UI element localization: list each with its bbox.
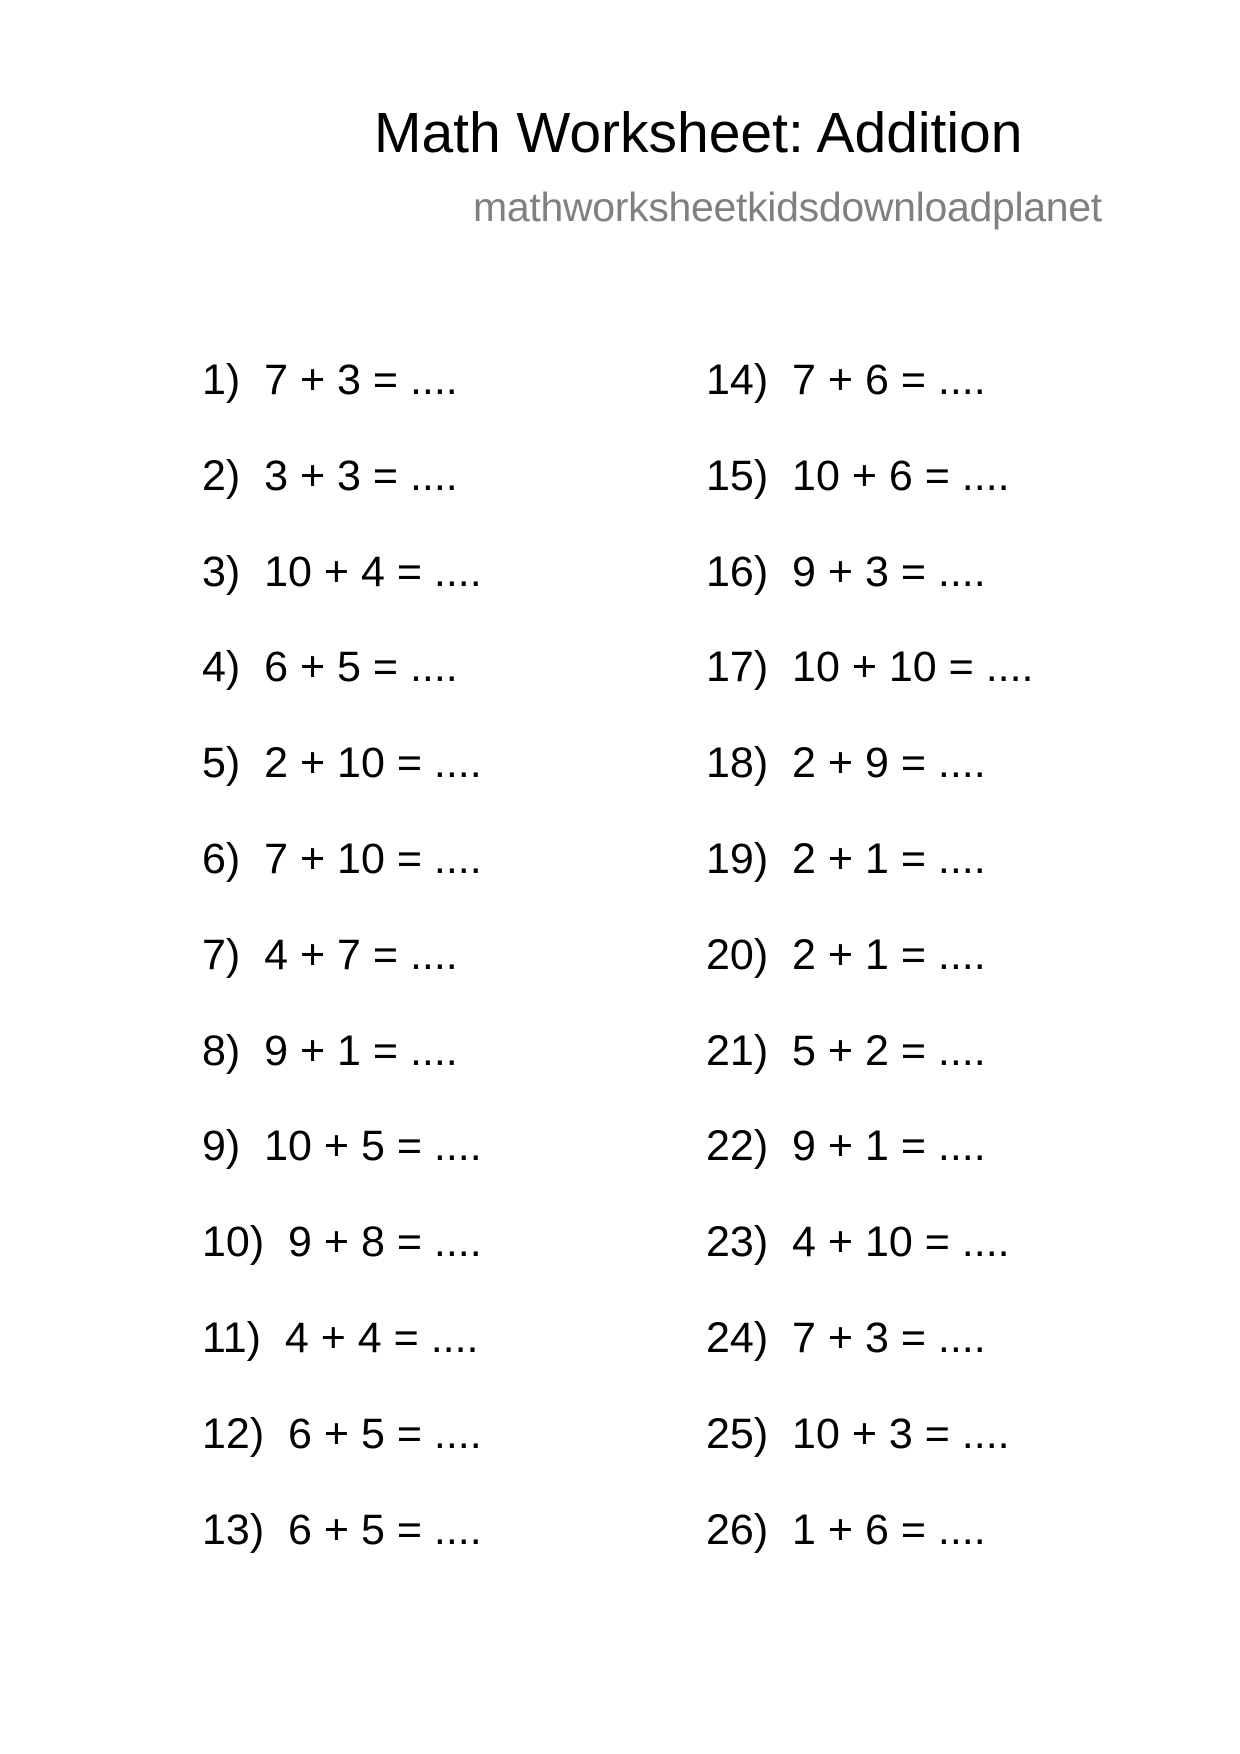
problem: 17) 10 + 10 = .... xyxy=(706,643,1034,692)
problem: 1) 7 + 3 = .... xyxy=(202,356,458,404)
worksheet-source: mathworksheetkidsdownloadplanet xyxy=(473,184,1102,230)
problems-column-right xyxy=(706,354,1034,1599)
problem: 25) 10 + 3 = .... xyxy=(706,1409,1010,1458)
problems-column-left xyxy=(202,354,482,1599)
problem: 11) 4 + 4 = .... xyxy=(202,1313,479,1362)
problem: 18) 2 + 9 = .... xyxy=(706,739,986,788)
problem: 7) 4 + 7 = .... xyxy=(202,930,458,979)
problem: 22) 9 + 1 = .... xyxy=(706,1122,986,1171)
problem: 19) 2 + 1 = .... xyxy=(706,834,986,883)
problem: 16) 9 + 3 = .... xyxy=(706,547,986,596)
problem: 10) 9 + 8 = .... xyxy=(202,1218,482,1267)
problem: 2) 3 + 3 = .... xyxy=(202,451,458,500)
problem: 3) 10 + 4 = .... xyxy=(202,547,482,596)
problem: 14) 7 + 6 = .... xyxy=(706,356,986,404)
problem: 15) 10 + 6 = .... xyxy=(706,451,1010,500)
problem: 20) 2 + 1 = .... xyxy=(706,930,986,979)
problem: 13) 6 + 5 = .... xyxy=(202,1505,482,1554)
problem: 24) 7 + 3 = .... xyxy=(706,1313,986,1362)
problem: 12) 6 + 5 = .... xyxy=(202,1409,482,1458)
problem: 8) 9 + 1 = .... xyxy=(202,1026,458,1075)
problem: 5) 2 + 10 = .... xyxy=(202,739,482,788)
problem: 21) 5 + 2 = .... xyxy=(706,1026,986,1075)
problem: 9) 10 + 5 = .... xyxy=(202,1122,482,1171)
problem: 4) 6 + 5 = .... xyxy=(202,643,458,692)
worksheet-title: Math Worksheet: Addition xyxy=(374,101,1023,165)
problem: 26) 1 + 6 = .... xyxy=(706,1505,986,1554)
problem: 6) 7 + 10 = .... xyxy=(202,834,482,883)
problem: 23) 4 + 10 = .... xyxy=(706,1218,1010,1267)
